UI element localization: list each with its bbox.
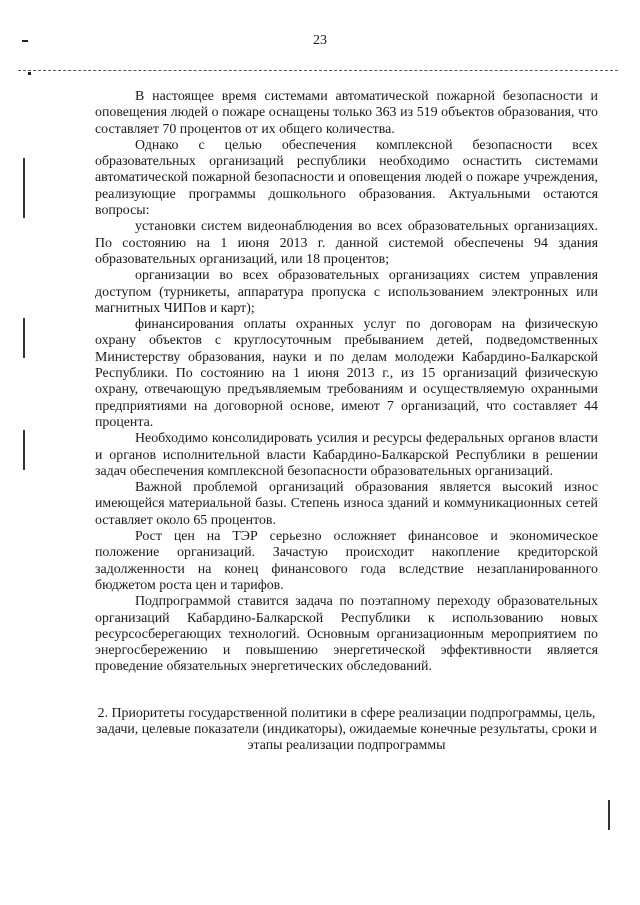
paragraph: Рост цен на ТЭР серьезно осложняет финансовое и экономическое положение организаций. Зачастую происходит накопление кредиторской задолженности на конец финансового года вследствие незапланированного бюджетом роста цен и тарифов. — [95, 529, 598, 593]
paragraph: Необходимо консолидировать усилия и ресурсы федеральных органов власти и органов исполнительной власти Кабардино-Балкарской Республики в решении задач обеспечения комплексной безопасности образовательных организаций. — [95, 431, 598, 479]
paragraph: организации во всех образовательных организациях систем управления доступом (турникеты, аппаратура пропуска с использованием электронных или магнитных ЧИПов и карт); — [95, 268, 598, 316]
margin-mark — [608, 800, 610, 830]
margin-mark — [23, 158, 25, 218]
scan-speck — [22, 40, 28, 42]
page-number: 23 — [313, 33, 327, 48]
paragraph: установки систем видеонаблюдения во всех образовательных организациях. По состоянию на 1 июня 2013 г. данной системой обеспечены 94 здания образовательных организаций, или 18 процентов; — [95, 219, 598, 267]
margin-mark — [23, 318, 25, 358]
paragraph: финансирования оплаты охранных услуг по договорам на физическую охрану объектов с круглосуточным пребыванием детей, подведомственных Министерству образования, науки и по делам молодежи Кабардино-Балкарской Республики. По состоянию на 1 июня 2013 г., из 15 организаций физическую охрану, отвечающую предъявляемым требованиям и осуществляемую охранными предприятиями на договорной основе, имеют 7 организаций, что составляет 44 процента. — [95, 317, 598, 430]
paragraph: Однако с целью обеспечения комплексной безопасности всех образовательных организаций республики необходимо оснастить системами автоматической пожарной безопасности и оповещения людей о пожаре учреждения, реализующие программы дошкольного образования. Актуальными остаются вопросы: — [95, 137, 598, 219]
body-text — [95, 89, 598, 755]
margin-mark — [23, 430, 25, 470]
paragraph: В настоящее время системами автоматической пожарной безопасности и оповещения людей о пожаре оснащены только 363 из 519 объектов образования, что составляет 70 процентов от их общего количества. — [95, 89, 598, 137]
section-heading: 2. Приоритеты государственной политики в сфере реализации подпрограммы, цель, задачи, целевые показатели (индикаторы), ожидаемые конечные результаты, сроки и этапы реализации подпрограммы — [96, 705, 597, 754]
header-rule — [18, 70, 618, 71]
paragraph: Подпрограммой ставится задача по поэтапному переходу образовательных организаций Кабардино-Балкарской Республики к использованию новых ресурсосберегающих технологий. Основным организационным мероприятием по энергосбережению и повышению энергетической эффективности является проведение обязательных энергетических обследований. — [95, 594, 598, 675]
paragraph: Важной проблемой организаций образования является высокий износ имеющейся материальной базы. Степень износа зданий и коммуникационных сетей оставляет около 65 процентов. — [95, 480, 598, 528]
scan-speck — [28, 72, 31, 75]
